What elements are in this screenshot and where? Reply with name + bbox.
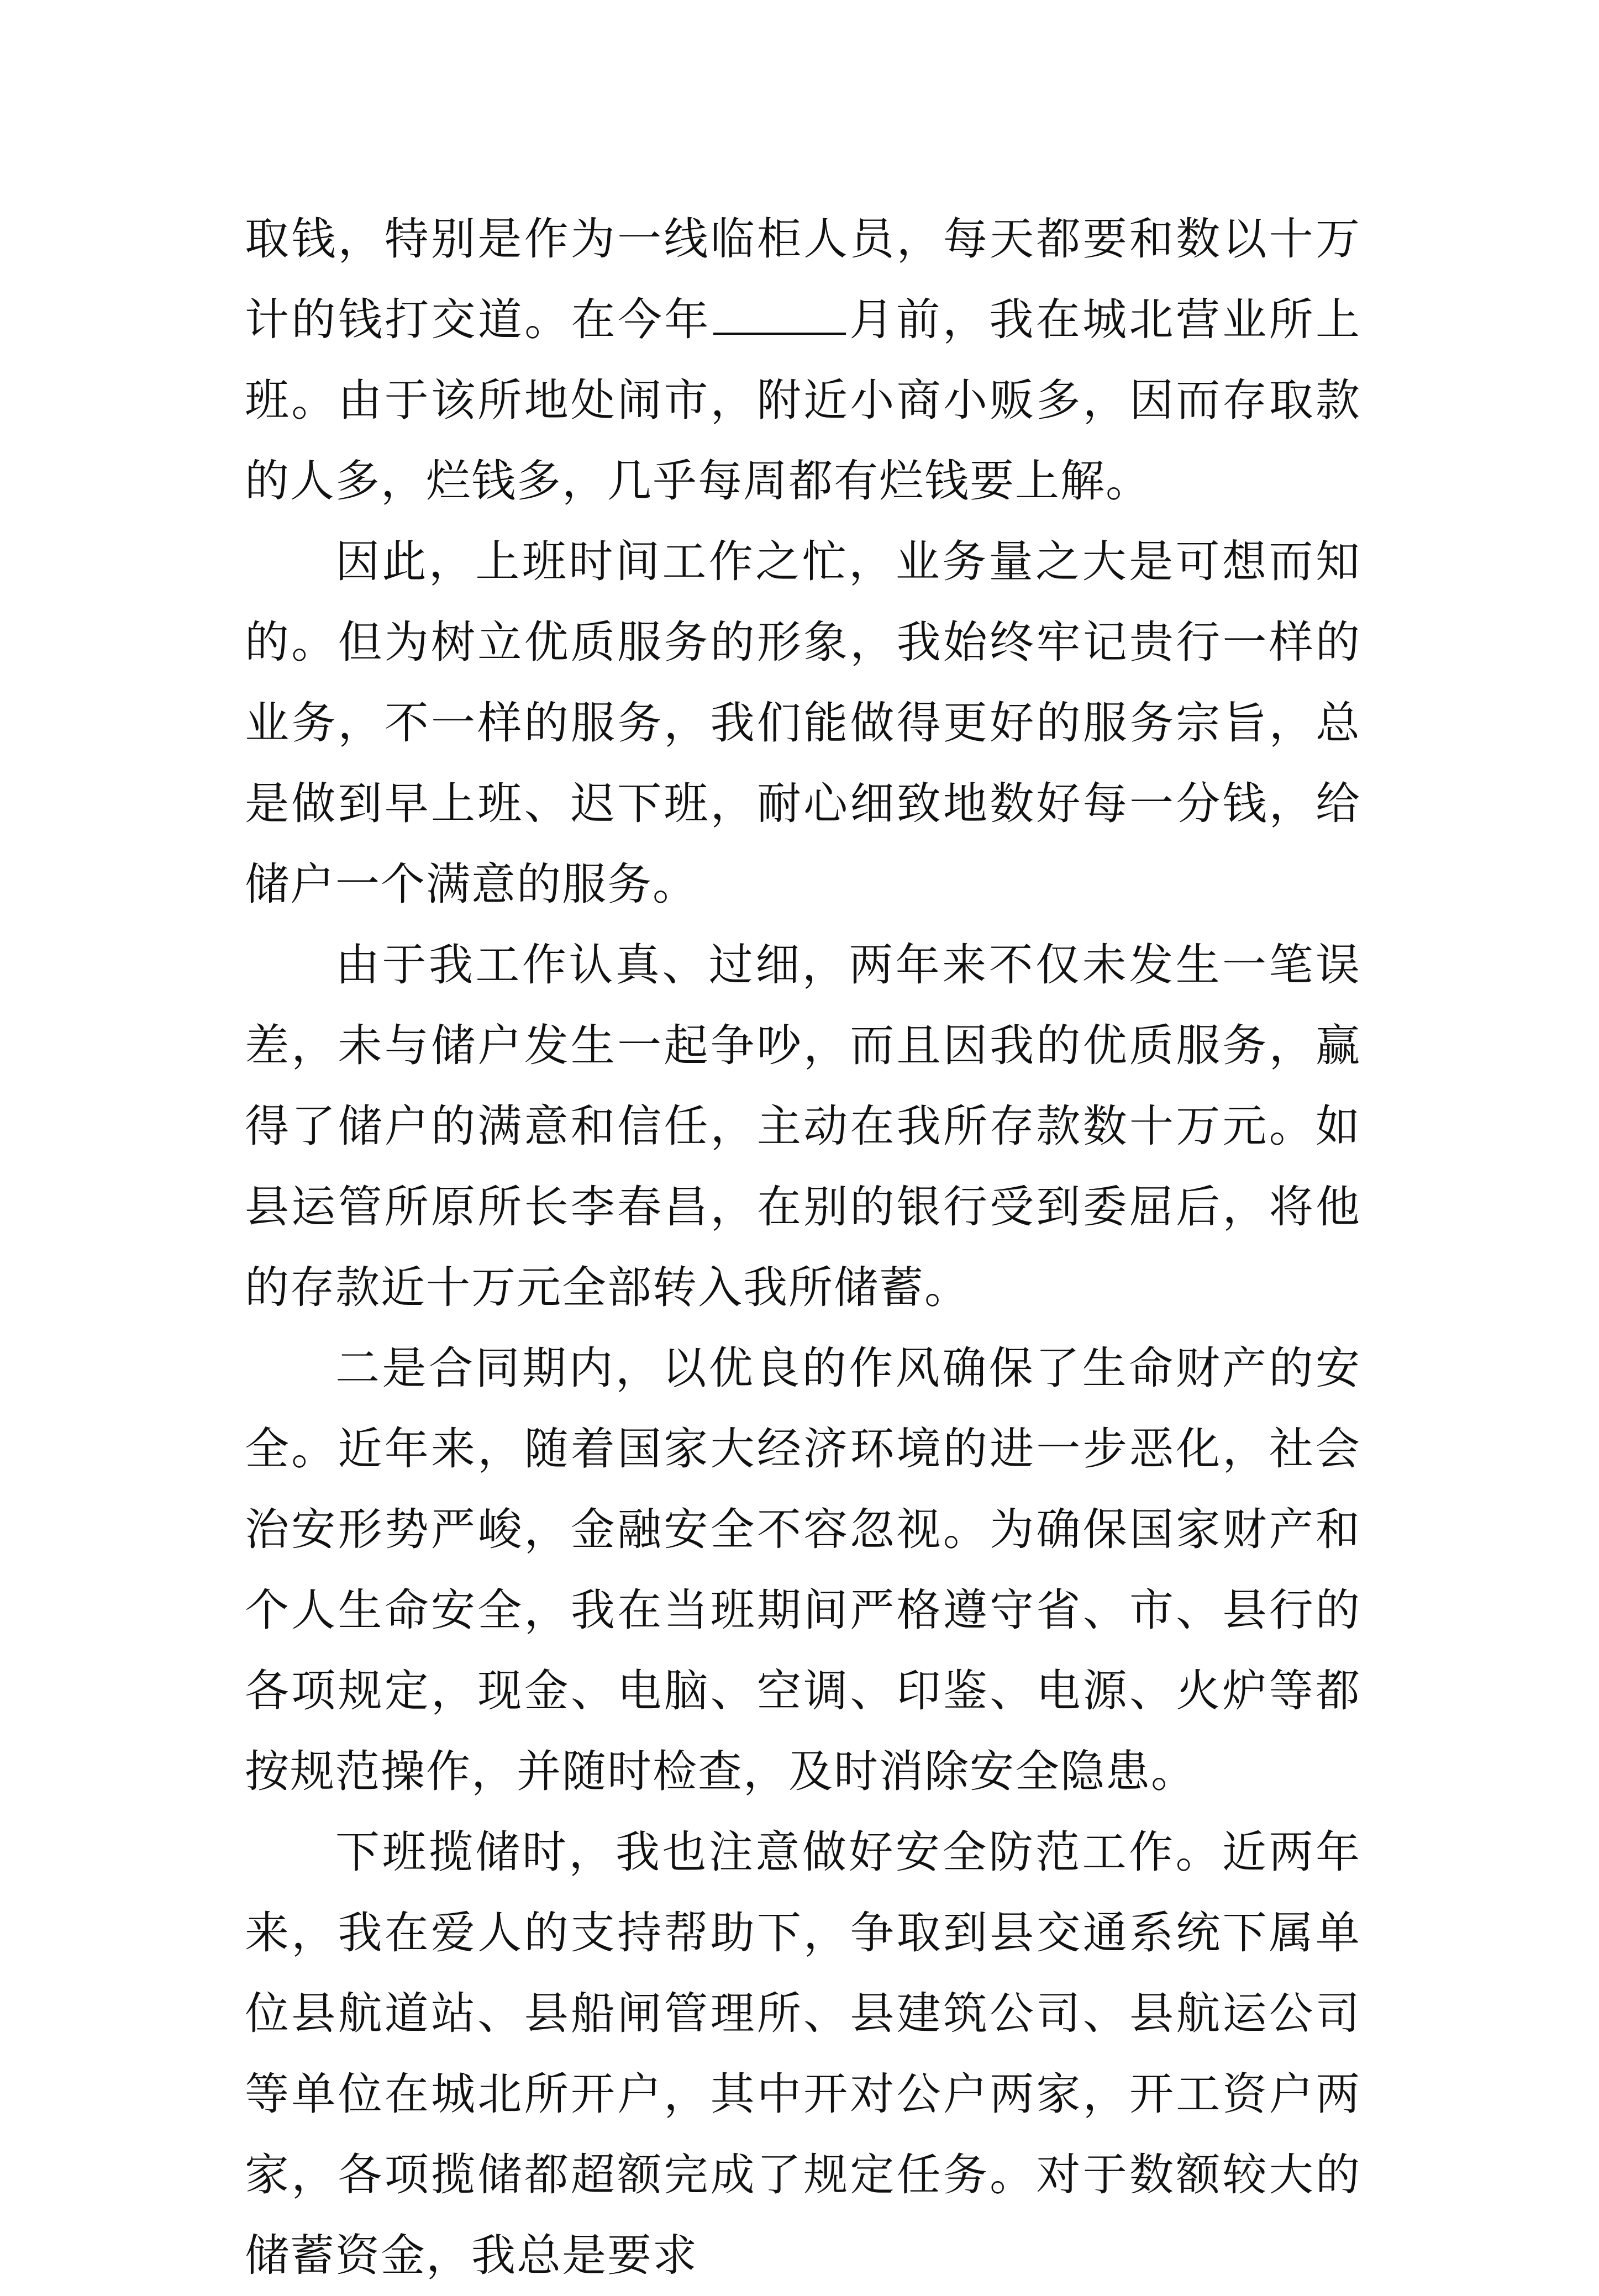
paragraph-4: 二是合同期内，以优良的作风确保了生命财产的安全。近年来，随着国家大经济环境的进一步恶化，社会治安形势严峻，金融安全不容忽视。为确保国家财产和个人生命安全，我在当班期间严格遵守省、市、县行的各项规定，现金、电脑、空调、印鉴、电源、火炉等都按规范操作，并随时检查，及时消除安全隐患。: [245, 1342, 1361, 1797]
document-body: [245, 199, 1361, 2296]
paragraph-3: 由于我工作认真、过细，两年来不仅未发生一笔误差，未与储户发生一起争吵，而且因我的优质服务，赢得了储户的满意和信任，主动在我所存款数十万元。如县运管所原所长李春昌，在别的银行受到委屈后，将他的存款近十万元全部转入我所储蓄。: [245, 939, 1361, 1313]
paragraph-1-text-end: 月前，我在城北营业所上班。由于该所地处闹市，附近小商小贩多，因而存取款的人多，烂钱多，几乎每周都有烂钱要上解。: [245, 294, 1361, 507]
paragraph-1-text-start: 取钱，特别是作为一线临柜人员，每天都要和数以十万计的钱打交道。在今年: [245, 213, 1361, 345]
paragraph-2: 因此，上班时间工作之忙，业务量之大是可想而知的。但为树立优质服务的形象，我始终牢记贵行一样的业务，不一样的服务，我们能做得更好的服务宗旨，总是做到早上班、迟下班，耐心细致地数好每一分钱，给储户一个满意的服务。: [245, 536, 1361, 910]
paragraph-1: [245, 199, 1361, 522]
fill-in-blank: [713, 293, 846, 335]
paragraph-5: 下班揽储时，我也注意做好安全防范工作。近两年来，我在爱人的支持帮助下，争取到县交通系统下属单位县航道站、县船闸管理所、县建筑公司、县航运公司等单位在城北所开户，其中开对公户两家，开工资户两家，各项揽储都超额完成了规定任务。对于数额较大的储蓄资金，我总是要求: [245, 1826, 1361, 2281]
